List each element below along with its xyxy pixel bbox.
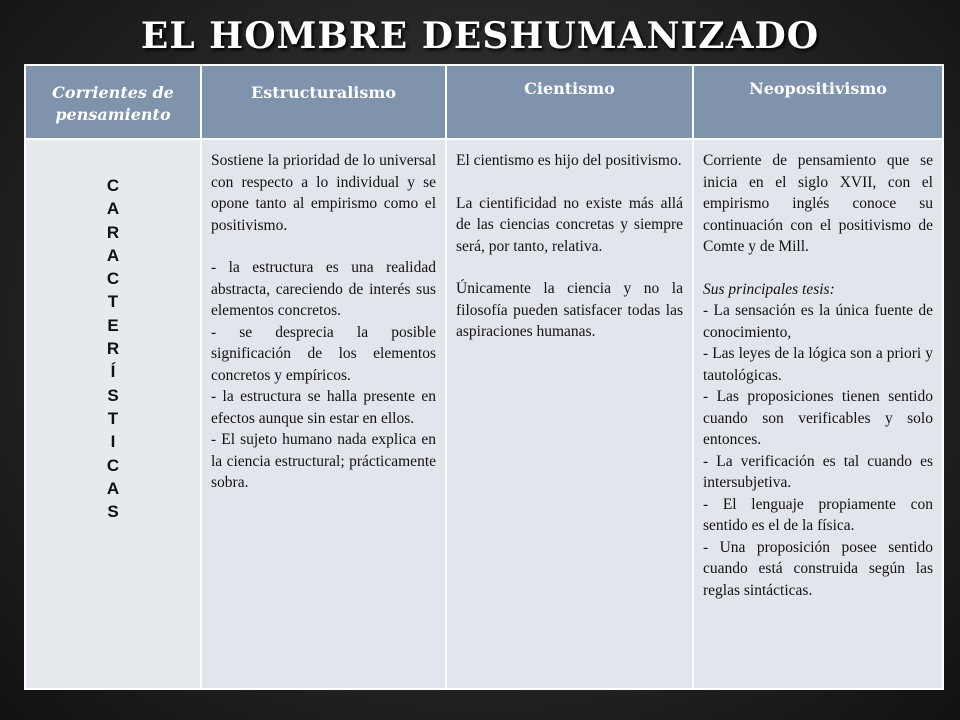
header-corrientes: Corrientes de pensamiento — [25, 65, 201, 139]
label-letter: C — [106, 176, 120, 195]
label-letter: S — [107, 385, 119, 405]
thesis-item: - Una proposición posee sentido cuando está construida según las reglas sintácticas. — [703, 538, 933, 599]
cientismo-cell — [446, 139, 693, 689]
thesis-item: - Las leyes de la lógica son a priori y tautológicas. — [703, 345, 933, 384]
theses-heading: Sus principales tesis: — [703, 280, 835, 298]
estructuralismo-point: - la estructura es una realidad abstracta, careciendo de interés sus elementos concretos. — [211, 259, 436, 319]
cientismo-paragraph: La cientificidad no existe más allá de las ciencias concretas y siempre será, por tanto, relativa. — [456, 194, 683, 255]
thesis-item: - La sensación es la única fuente de conocimiento, — [703, 302, 933, 341]
label-letter: A — [106, 478, 120, 498]
label-letter: A — [106, 199, 120, 219]
label-letter: A — [106, 245, 120, 265]
thesis-item: - La verificación es tal cuando es intersubjetiva. — [703, 452, 933, 491]
header-neopositivismo: Neopositivismo — [693, 65, 943, 139]
comparison-table — [24, 64, 944, 690]
label-letter: I — [110, 432, 116, 452]
thesis-item: - El lenguaje propiamente con sentido es el de la física. — [703, 495, 933, 534]
label-letter: C — [106, 269, 120, 289]
label-letter: R — [106, 339, 120, 359]
header-cientismo: Cientismo — [446, 65, 693, 139]
label-letter: S — [107, 502, 119, 522]
estructuralismo-point: - El sujeto humano nada explica en la ciencia estructural; prácticamente sobra. — [211, 431, 436, 491]
header-row — [25, 65, 943, 139]
caracteristicas-label-cell — [25, 139, 201, 689]
label-letter: Í — [110, 362, 116, 382]
label-letter: T — [107, 292, 119, 312]
caracteristicas-row — [25, 139, 943, 689]
estructuralismo-cell — [201, 139, 446, 689]
thesis-item: - Las proposiciones tienen sentido cuando son verificables y solo entonces. — [703, 388, 933, 448]
label-letter: E — [107, 315, 119, 335]
estructuralismo-intro: Sostiene la prioridad de lo universal con respecto a lo individual y se opone tanto al empirismo como el positivismo. — [211, 152, 436, 234]
slide-title: EL HOMBRE DESHUMANIZADO — [140, 15, 820, 57]
cientismo-paragraph: Únicamente la ciencia y no la filosofía pueden satisfacer todas las aspiraciones humanas. — [456, 280, 683, 340]
label-letter: C — [106, 455, 120, 475]
estructuralismo-point: - se desprecia la posible significación de los elementos concretos y empíricos. — [211, 323, 436, 384]
cientismo-paragraph: El cientismo es hijo del positivismo. — [456, 152, 682, 169]
label-letter: T — [107, 408, 119, 428]
header-estructuralismo: Estructuralismo — [201, 65, 446, 139]
neopositivismo-intro: Corriente de pensamiento que se inicia en el siglo XVII, con el empirismo inglés conoce su continuación con el positivismo de Comte y de Mill. — [703, 152, 933, 255]
label-letter: R — [106, 222, 120, 242]
caracteristicas-vertical-label — [35, 174, 191, 523]
estructuralismo-point: - la estructura se halla presente en efectos aunque sin estar en ellos. — [211, 388, 436, 427]
neopositivismo-cell — [693, 139, 943, 689]
